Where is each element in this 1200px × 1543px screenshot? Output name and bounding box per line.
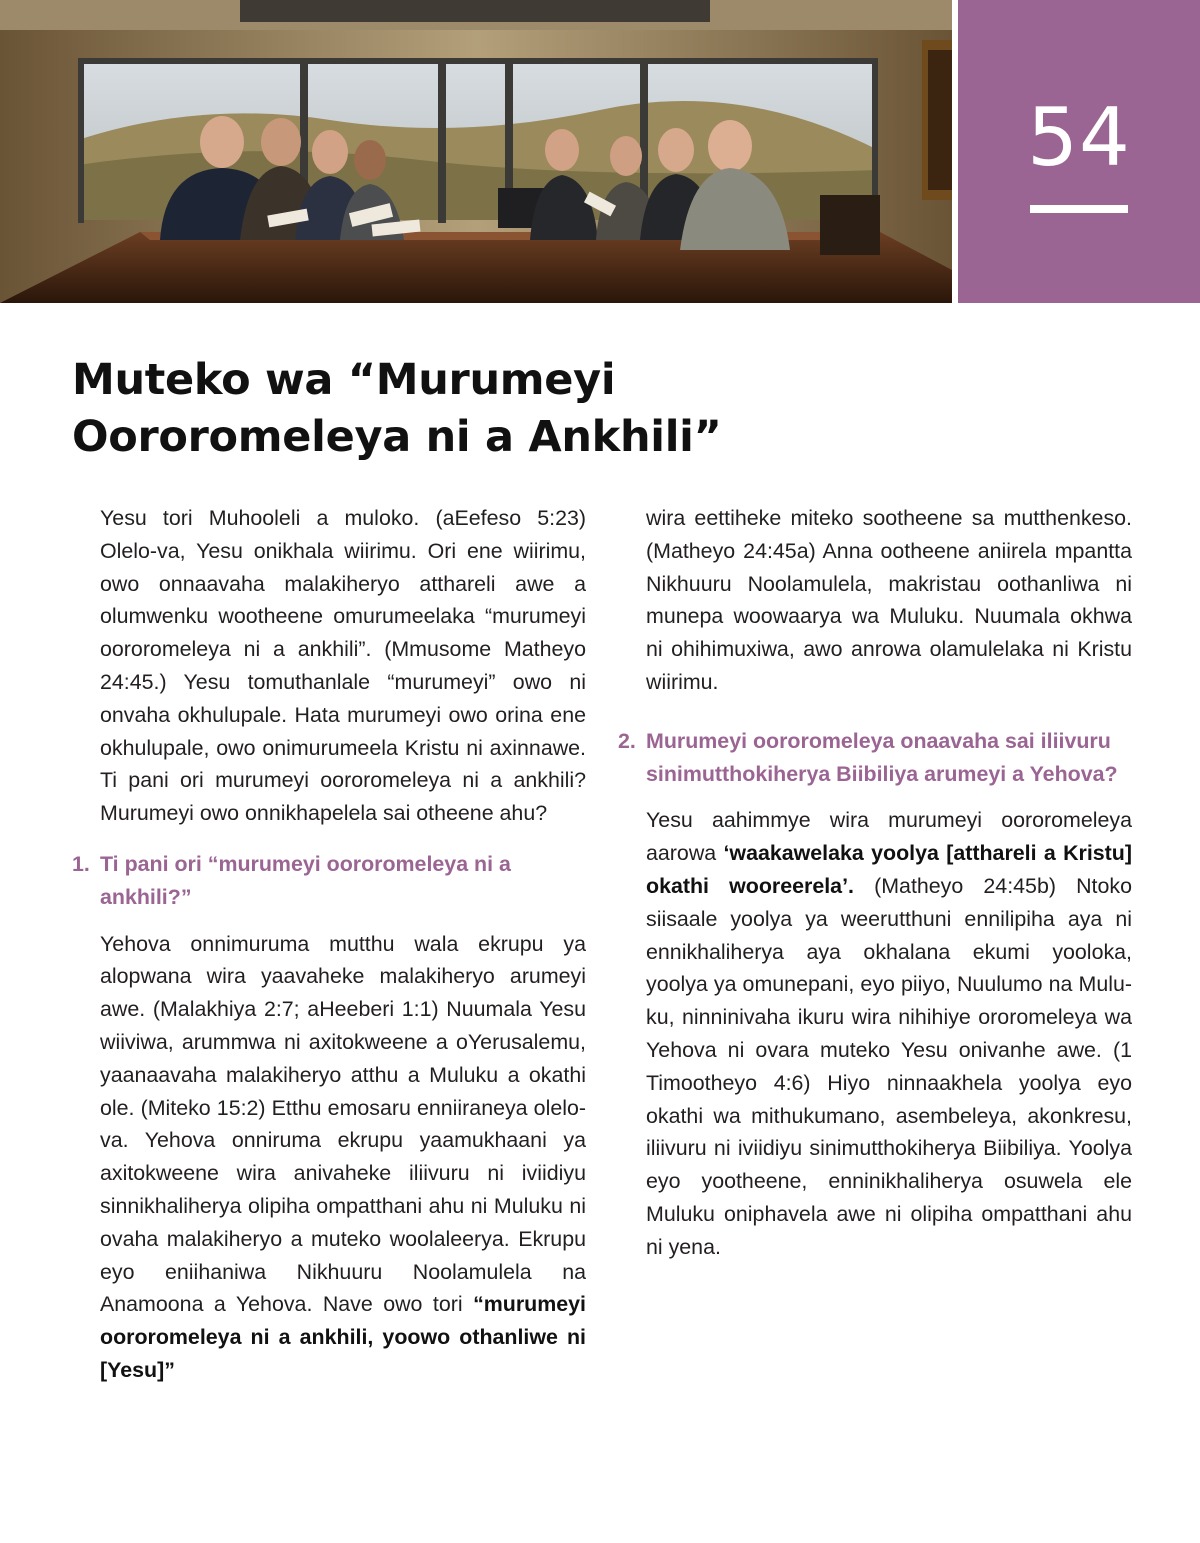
page-title-line1: Muteko wa “Murumeyi — [72, 355, 616, 405]
answer-2-text: Yesu aahimmye wira murumeyi oororomeleya aarowa — [646, 808, 1132, 866]
answer-1-bold: “murumeyi oororomeleya ni a ankhili, yoowo othanliwe ni [Yesu]” — [100, 1292, 586, 1382]
lesson-number-badge — [958, 0, 1200, 303]
right-column — [618, 502, 1132, 1264]
page-title-line2: Oororomeleya ni a Ankhili” — [72, 412, 722, 462]
meeting-photo — [0, 0, 952, 303]
left-column — [72, 502, 586, 1387]
question-1 — [72, 848, 586, 914]
question-1-number: 1. — [72, 851, 90, 876]
page-title — [72, 352, 892, 466]
answer-1-text-overflow: wira eettiheke miteko sootheene sa mutthenkeso. (Matheyo 24:45a) Anna ootheene aniirela mpantta Nikhuuru Noolamulela, makristau oothanliwa ni munepa woowaarya wa Muluku. Nuumala okhwa ni ohihimuxiwa, awo anrowa olamulelaka ni Kristu wiirimu. — [646, 506, 1132, 694]
question-2-number: 2. — [618, 728, 636, 753]
answer-2-paragraph — [646, 804, 1132, 1263]
answer-2-bold: ‘waakawelaka yoolya [atthareli a Kristu] okathi wooreerela’. — [646, 841, 1132, 898]
question-2 — [618, 725, 1132, 791]
answer-1-paragraph — [100, 928, 586, 1387]
header-photo — [0, 0, 952, 303]
question-1-text: Ti pani ori “murumeyi oororomeleya ni a ankhili?” — [100, 851, 511, 909]
lesson-number-underline — [1030, 205, 1128, 213]
question-2-text: Murumeyi oororomeleya onaavaha sai iliivuru sinimutthokiherya Biibiliya arumeyi a Yehova? — [646, 728, 1118, 786]
answer-2-text-continued: (Matheyo 24:45b) Ntoko siisaale yoolya ya weerutthuni ennilipiha aya ni ennikhaliherya aya okhalana ekumi yooloka, yoolya ya omunepani, eyo piiyo, Nuulumo na Muluku, ninninivaha ikuru wira nihihiye ororomeleya wa Yehova ni ovara muteko Yesu onivanhe awe. (1 Timootheyo 4:6) Hiyo ninnaakhela yoolya eyo okathi wa mithukumano, asembeleya, akonkresu, iliivuru ni iviidiyu sinimutthokiherya Biibiliya. Yoolya eyo yootheene, enninikhaliherya osuwela ele Muluku oniphavela awe ni olipiha ompatthani ahu ni yena. — [646, 873, 1132, 1259]
answer-1-paragraph-continued — [646, 502, 1132, 699]
lesson-number: 54 — [1027, 91, 1131, 184]
answer-1-text: Yehova onnimuruma mutthu wala ekrupu ya alopwana wira yaavaheke malakiheryo arumeyi awe. (Malakhiya 2:7; aHeeberi 1:1) Nuumala Yesu wiiviwa, arummwa ni axitokweene a oYerusalemu, yaanaavaha malakiheryo atthu a Muluku a okathi ole. (Miteko 15:2) Etthu emosaru enniiraneya olelo-va. Yehova onniruma ekrupu yaamukhaani ya axitokweene wira anivaheke iliivuru ni iviidiyu sinnikhaliherya olipiha ompatthani ahu ni Muluku ni ovaha malakiheryo a muteko woolaleerya. Ekrupu eyo eniihaniwa Nikhuuru Noolamulela na Anamoona a Yehova. Nave owo tori — [100, 931, 586, 1317]
intro-paragraph: Yesu tori Muhooleli a muloko. (aEefeso 5:23) Olelo-va, Yesu onikhala wiirimu. Ori ene wiirimu, owo onnaavaha malakiheryo atthareli awe a olumwenku wootheene omurumeelaka “murumeyi oororomeleya ni a ankhili”. (Mmusome Matheyo 24:45.) Yesu tomuthanlale “murumeyi” owo ni onvaha okhulupale. Hata murumeyi owo orina ene okhulupale, owo onimurumeela Kristu ni axinnawe. Ti pani ori murumeyi oororomeleya ni a ankhili? Murumeyi owo onnikhapelela sai otheene ahu? — [100, 506, 586, 826]
